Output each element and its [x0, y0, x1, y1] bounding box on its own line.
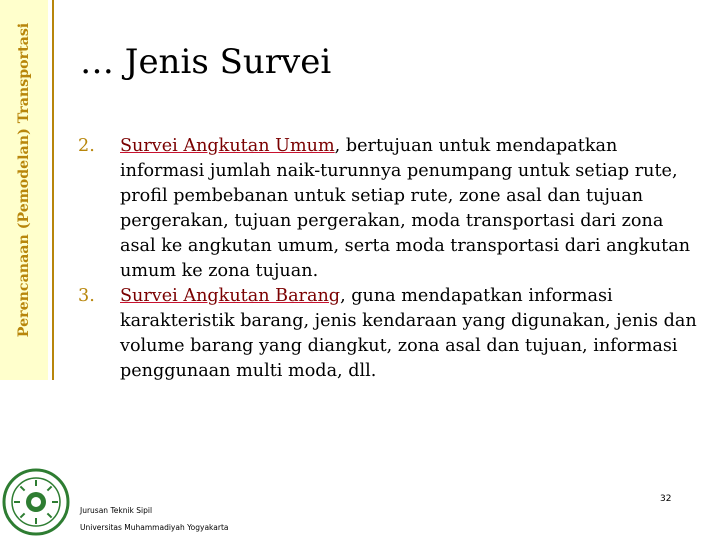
survey-term: Survei Angkutan Umum — [120, 136, 335, 156]
sidebar-title-wrap — [0, 0, 48, 380]
list-item — [78, 134, 704, 284]
page-number: 32 — [660, 494, 672, 504]
sidebar-vertical-title: Perencanaan (Pemodelan) Transportasi — [16, 22, 32, 338]
bullet-number: 3. — [78, 286, 95, 306]
bullet-text: , guna mendapatkan informasi karakteristik barang, jenis kendaraan yang digunakan, jenis dan volume barang yang diangkut, zona asal dan tujuan, informasi penggunaan multi moda, dll. — [120, 286, 697, 381]
list-item — [78, 284, 704, 384]
bullet-number: 2. — [78, 136, 95, 156]
bullet-text: , bertujuan untuk mendapatkan informasi jumlah naik-turunnya penumpang untuk setiap rute, profil pembebanan untuk setiap rute, zone asal dan tujuan pergerakan, tujuan pergerakan, moda transportasi dari zona asal ke angkutan umum, serta moda transportasi dari angkutan umum ke zona tujuan. — [120, 136, 691, 281]
footer-department: Jurusan Teknik Sipil — [80, 506, 153, 515]
university-seal-icon — [2, 468, 70, 536]
survey-term: Survei Angkutan Barang — [120, 286, 341, 306]
sidebar-divider — [52, 0, 54, 380]
slide-title: … Jenis Survei — [80, 42, 332, 82]
footer-institution — [80, 502, 228, 536]
bullet-list — [78, 134, 704, 384]
footer-university: Universitas Muhammadiyah Yogyakarta — [80, 523, 229, 532]
